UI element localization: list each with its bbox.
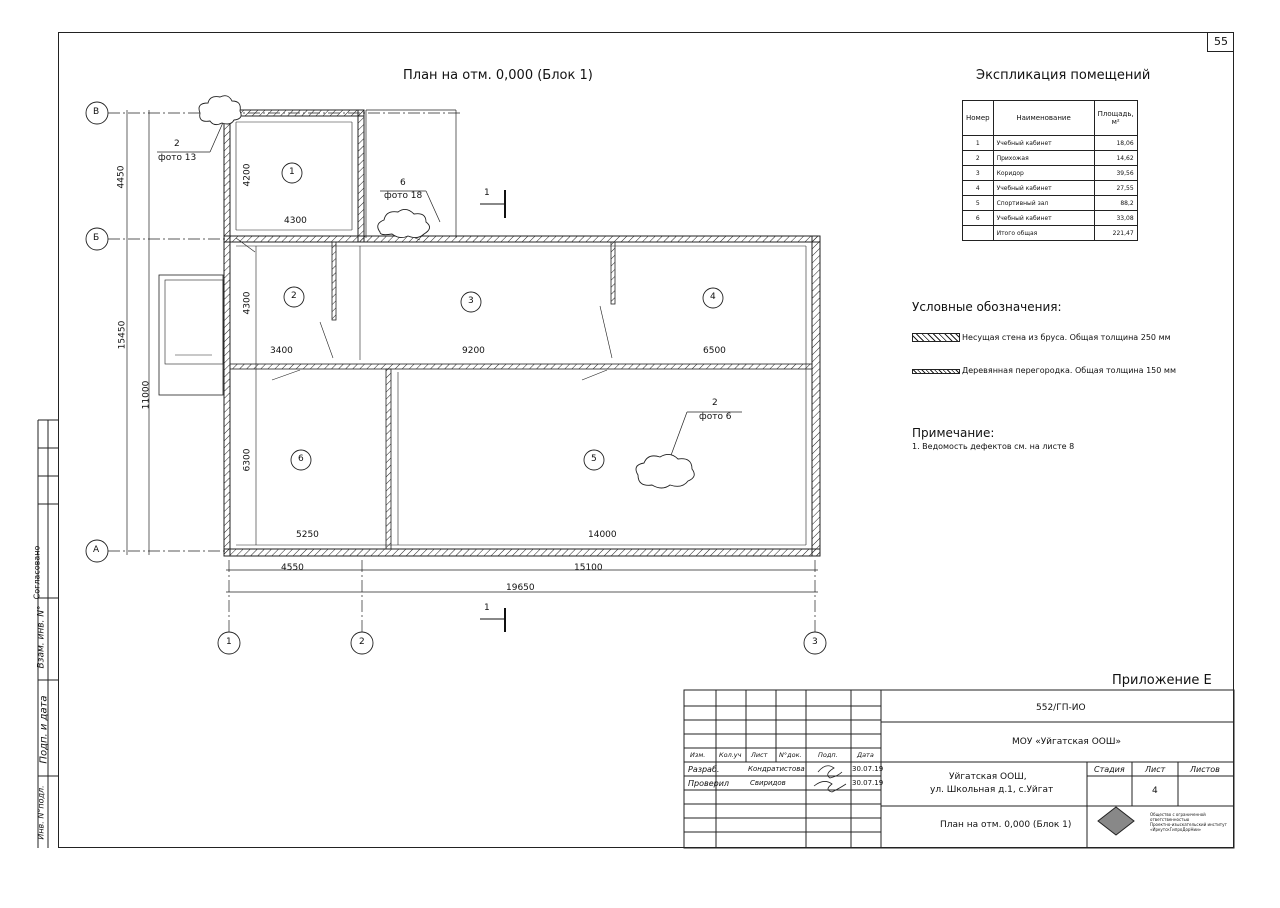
room-number: 5 (591, 454, 597, 464)
stamp-stage-header: Стадия (1094, 765, 1125, 774)
note-title: Примечание: (912, 426, 995, 440)
side-label: Инв. N°подл. (36, 785, 46, 840)
cloud-photo6 (636, 454, 694, 488)
stamp-date: 30.07.19 (852, 765, 884, 773)
table-row: 5 Спортивный зал 88,2 (963, 196, 1138, 211)
room-number: 1 (289, 167, 295, 177)
stamp-header: Лист (751, 751, 768, 759)
note-text: 1. Ведомость дефектов см. на листе 8 (912, 442, 1075, 451)
legend-item: Несущая стена из бруса. Общая толщина 250 мм (962, 333, 1171, 342)
stamp-code: 552/ГП-ИО (1036, 703, 1086, 713)
dim-bottom-inner: 14000 (588, 530, 617, 540)
axis-col-label: 3 (812, 637, 818, 647)
axis-col-label: 1 (226, 637, 232, 647)
dim-left-top: 4450 (116, 165, 127, 189)
explication-title: Экспликация помещений (976, 68, 1151, 83)
axis-row-label: В (93, 107, 100, 117)
section-mark: 1 (484, 603, 490, 613)
stamp-company: Общество с ограниченной ответственностью Проектно-изыскательский институт «ИркутскГипроДорНии» (1150, 812, 1227, 832)
stamp-date: 30.07.19 (852, 779, 884, 787)
table-row: 1 Учебный кабинет 18,06 (963, 136, 1138, 151)
dim-room1-w: 4300 (284, 216, 307, 226)
stamp-stage-header: Листов (1190, 765, 1220, 774)
side-label: Взам. инв. N° (36, 605, 47, 669)
cloud-photo18 (378, 209, 430, 237)
explication-header: Наименование (993, 101, 1094, 136)
stamp-role: Разраб. (688, 765, 720, 774)
table-row: 3 Коридор 39,56 (963, 166, 1138, 181)
table-row: 2 Прихожая 14,62 (963, 151, 1138, 166)
stamp-org: МОУ «Уйгатская ООШ» (1012, 737, 1121, 747)
stamp-object-line: ул. Школьная д.1, с.Уйгат (930, 785, 1054, 795)
stamp-object-line: Уйгатская ООШ, (949, 772, 1027, 782)
sheet-number: 55 (1207, 32, 1234, 52)
stamp-header: Кол.уч (719, 751, 742, 759)
explication-header: Площадь, м² (1094, 101, 1137, 136)
legend-item: Деревянная перегородка. Общая толщина 150 мм (962, 366, 1176, 375)
cloud-photo13 (199, 96, 241, 125)
legend-swatch-wall (912, 333, 960, 342)
dim-total: 19650 (506, 583, 535, 593)
section-mark: 1 (484, 188, 490, 198)
dim-mid: 9200 (462, 346, 485, 356)
axis-row-label: А (93, 545, 100, 555)
stamp-person: Свиридов (750, 779, 786, 787)
stamp-header: Дата (857, 751, 874, 759)
explication-table (962, 100, 1138, 241)
photo-callout-label: фото 6 (699, 412, 732, 422)
room-number: 6 (298, 454, 304, 464)
photo-callout-label: фото 18 (384, 191, 423, 201)
dim-room1-h: 4200 (242, 163, 253, 187)
appendix-label: Приложение Е (1112, 673, 1212, 688)
stamp-header: Изм. (690, 751, 706, 759)
axis-col-label: 2 (359, 637, 365, 647)
dim-mid: 3400 (270, 346, 293, 356)
stamp-sheet-title: План на отм. 0,000 (Блок 1) (940, 820, 1072, 830)
dim-bottom: 15100 (574, 563, 603, 573)
stamp-stage-header: Лист (1145, 765, 1166, 774)
room-number: 3 (468, 296, 474, 306)
dim-bottom-inner: 5250 (296, 530, 319, 540)
side-label: Согласовано (32, 545, 42, 600)
stamp-person: Кондратистова (748, 765, 805, 773)
table-row: 4 Учебный кабинет 27,55 (963, 181, 1138, 196)
dim-bottom: 4550 (281, 563, 304, 573)
stamp-role: Проверил (688, 779, 730, 788)
legend-title: Условные обозначения: (912, 300, 1062, 314)
table-row: Итого общая 221,47 (963, 226, 1138, 241)
stamp-header: Подп. (818, 751, 838, 759)
photo-callout-num: 6 (400, 178, 406, 188)
photo-callout-label: фото 13 (158, 153, 197, 163)
side-label: Подп. и дата (38, 695, 50, 764)
photo-callout-num: 2 (174, 139, 180, 149)
explication-header: Номер (963, 101, 994, 136)
stamp-sheet: 4 (1152, 786, 1158, 796)
dim-mid: 6500 (703, 346, 726, 356)
stamp-header: N°док. (779, 751, 802, 759)
axis-row-label: Б (93, 233, 100, 243)
photo-callout-num: 2 (712, 398, 718, 408)
room-number: 4 (710, 292, 716, 302)
room-number: 2 (291, 291, 297, 301)
dim-left-bottom: 11000 (141, 380, 152, 410)
dim-room6-h: 6300 (242, 448, 253, 472)
legend-swatch-partition (912, 369, 960, 374)
dim-room2-h: 4300 (242, 291, 253, 315)
plan-title: План на отм. 0,000 (Блок 1) (403, 68, 593, 83)
dim-left-total: 15450 (117, 320, 128, 350)
table-row: 6 Учебный кабинет 33,08 (963, 211, 1138, 226)
